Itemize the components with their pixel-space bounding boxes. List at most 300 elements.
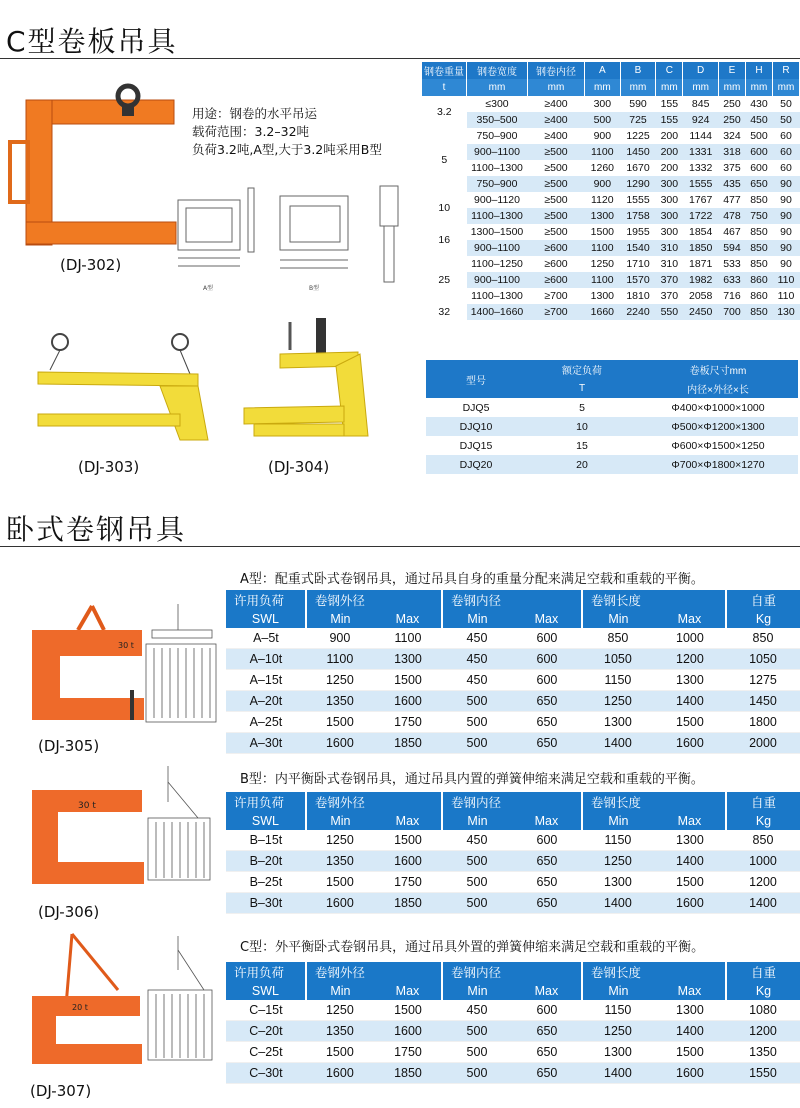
spec-cell: 1767 <box>683 192 719 208</box>
table-row <box>422 96 800 112</box>
spec-unit: mm <box>772 79 799 96</box>
table-cell: 1750 <box>374 1042 442 1063</box>
spec-header: E <box>719 62 746 79</box>
spec-cell: 1100 <box>585 144 621 160</box>
spec-cell: ≥500 <box>528 224 585 240</box>
type-b-table-wrap <box>226 792 800 914</box>
spec-cell: 1450 <box>620 144 656 160</box>
djq-cell: 20 <box>526 455 638 474</box>
djq-table-wrap <box>426 360 798 474</box>
table-cell: 1500 <box>654 872 726 893</box>
table-row <box>226 872 800 893</box>
title-underline <box>0 58 800 59</box>
table-cell: 1300 <box>654 1000 726 1021</box>
spec-cell: 1120 <box>585 192 621 208</box>
spec-cell: 2240 <box>620 304 656 320</box>
spec-cell: 90 <box>772 256 799 272</box>
spec-cell: 300 <box>656 192 683 208</box>
table-cell: 1250 <box>306 830 374 851</box>
spec-weight-cell: 3.2 <box>422 96 467 128</box>
table-cell: 900 <box>306 628 374 649</box>
spec-cell: 1500 <box>585 224 621 240</box>
spec-cell: 310 <box>656 240 683 256</box>
table-subheader: Min <box>442 811 512 830</box>
spec-cell: 750–900 <box>467 128 528 144</box>
spec-cell: 533 <box>719 256 746 272</box>
type-b-note: B型：内平衡卧式卷钢吊具，通过吊具内置的弹簧伸缩来满足空载和重载的平衡。 <box>240 772 704 787</box>
spec-cell: ≥700 <box>528 288 585 304</box>
title-underline <box>0 546 800 547</box>
table-subheader: Max <box>654 981 726 1000</box>
table-header: 卷钢外径 <box>306 792 442 811</box>
djq-header: 卷板尺寸mm <box>638 360 798 379</box>
table-cell: 650 <box>512 733 582 754</box>
spec-cell: ≥500 <box>528 208 585 224</box>
table-cell: 650 <box>512 1021 582 1042</box>
spec-cell: ≥500 <box>528 144 585 160</box>
spec-cell: 1100 <box>585 240 621 256</box>
table-cell: 600 <box>512 628 582 649</box>
table-cell: 1400 <box>726 893 800 914</box>
spec-cell: 375 <box>719 160 746 176</box>
table-cell: 1600 <box>654 733 726 754</box>
table-cell: 1500 <box>306 872 374 893</box>
spec-cell: 300 <box>656 176 683 192</box>
dj305-image <box>18 600 223 728</box>
type-c-table <box>226 962 800 1084</box>
table-row <box>422 304 800 320</box>
djq-cell: Φ700×Φ1800×1270 <box>638 455 798 474</box>
table-cell: 650 <box>512 1063 582 1084</box>
spec-cell: 1758 <box>620 208 656 224</box>
dj303-image <box>30 330 220 450</box>
spec-cell: ≥500 <box>528 192 585 208</box>
spec-cell: 130 <box>772 304 799 320</box>
djq-cell: DJQ10 <box>426 417 526 436</box>
table-row <box>422 240 800 256</box>
table-row <box>422 192 800 208</box>
spec-cell: 478 <box>719 208 746 224</box>
djq-cell: 5 <box>579 401 585 414</box>
type-c-table-wrap <box>226 962 800 1084</box>
table-cell: 450 <box>442 628 512 649</box>
table-row <box>422 208 800 224</box>
table-cell: 1300 <box>582 712 654 733</box>
spec-cell: 50 <box>772 96 799 112</box>
table-cell: B–20t <box>226 851 306 872</box>
table-cell: 1750 <box>374 712 442 733</box>
spec-cell: 310 <box>656 256 683 272</box>
table-cell: 500 <box>442 733 512 754</box>
spec-cell: 550 <box>656 304 683 320</box>
table-cell: 850 <box>582 628 654 649</box>
spec-cell: 200 <box>656 128 683 144</box>
table-cell: 1500 <box>374 830 442 851</box>
c-type-description <box>192 105 382 159</box>
table-cell: C–20t <box>226 1021 306 1042</box>
spec-cell: 300 <box>656 208 683 224</box>
table-cell: 1400 <box>654 691 726 712</box>
dj302-image <box>6 82 186 252</box>
table-row <box>422 272 800 288</box>
djq-subheader: T <box>526 379 638 398</box>
table-cell: 1050 <box>582 649 654 670</box>
type-a-note: A型：配重式卧式卷钢吊具，通过吊具自身的重量分配来满足空载和重载的平衡。 <box>240 572 704 587</box>
spec-cell: 200 <box>656 144 683 160</box>
table-cell: 850 <box>726 830 800 851</box>
table-row <box>426 436 798 455</box>
type-b-table <box>226 792 800 914</box>
djq-cell: DJQ15 <box>459 439 493 452</box>
dj306-image <box>18 762 223 897</box>
spec-weight-cell: 16 <box>422 224 467 256</box>
table-cell: 1200 <box>726 872 800 893</box>
spec-weight-cell: 32 <box>422 304 467 320</box>
table-cell: 450 <box>442 1000 512 1021</box>
caption-dj306: (DJ-306) <box>38 903 100 921</box>
spec-cell: ≥500 <box>528 176 585 192</box>
spec-cell: 500 <box>585 112 621 128</box>
table-subheader: Min <box>582 981 654 1000</box>
table-cell: C–25t <box>226 1042 306 1063</box>
table-cell: 1500 <box>306 712 374 733</box>
spec-cell: 250 <box>719 96 746 112</box>
spec-cell: 155 <box>656 112 683 128</box>
spec-cell: 900 <box>585 176 621 192</box>
spec-cell: ≥600 <box>528 240 585 256</box>
spec-cell: 1100 <box>585 272 621 288</box>
table-header: 自重 <box>726 590 800 609</box>
spec-cell: 110 <box>772 288 799 304</box>
spec-cell: 900–1100 <box>467 272 528 288</box>
svg-text:20 t: 20 t <box>72 1003 88 1012</box>
spec-cell: 1871 <box>683 256 719 272</box>
djq-cell: 10 <box>526 417 638 436</box>
desc-line: 负荷3.2吨,A型,大于3.2吨采用B型 <box>192 142 382 157</box>
table-subheader: SWL <box>226 811 306 830</box>
spec-cell: 750–900 <box>467 176 528 192</box>
spec-unit: mm <box>719 79 746 96</box>
section-title-horizontal: 卧式卷钢吊具 <box>6 513 187 546</box>
table-row <box>226 1042 800 1063</box>
spec-cell: 1555 <box>683 176 719 192</box>
table-cell: 850 <box>726 628 800 649</box>
spec-cell: 324 <box>719 128 746 144</box>
svg-text:30 t: 30 t <box>78 801 96 811</box>
spec-cell: 1225 <box>620 128 656 144</box>
table-cell: 600 <box>512 649 582 670</box>
table-cell: 650 <box>512 712 582 733</box>
spec-header: 钢卷重量 <box>422 62 467 79</box>
spec-cell: 633 <box>719 272 746 288</box>
spec-cell: 850 <box>745 256 772 272</box>
spec-cell: ≥400 <box>528 112 585 128</box>
table-cell: 650 <box>512 893 582 914</box>
table-cell: 1100 <box>306 649 374 670</box>
table-subheader: Max <box>374 811 442 830</box>
table-header: 许用负荷 <box>226 962 306 981</box>
spec-cell: 1331 <box>683 144 719 160</box>
spec-header: H <box>745 62 772 79</box>
drawing-label-b: B型 <box>308 285 320 292</box>
spec-cell: 716 <box>719 288 746 304</box>
table-row <box>226 733 800 754</box>
table-cell: 1800 <box>726 712 800 733</box>
table-subheader: Max <box>654 811 726 830</box>
table-row <box>422 256 800 272</box>
spec-cell: 155 <box>656 96 683 112</box>
spec-cell: ≤300 <box>467 96 528 112</box>
table-cell: 650 <box>512 872 582 893</box>
table-cell: 1850 <box>374 733 442 754</box>
table-header: 卷钢外径 <box>306 590 442 609</box>
table-cell: 1400 <box>582 733 654 754</box>
table-cell: 1350 <box>726 1042 800 1063</box>
spec-cell: 467 <box>719 224 746 240</box>
table-cell: 1200 <box>726 1021 800 1042</box>
table-subheader: Min <box>582 811 654 830</box>
table-subheader: Kg <box>726 811 800 830</box>
table-cell: 1500 <box>374 670 442 691</box>
table-row <box>226 628 800 649</box>
spec-cell: 60 <box>772 160 799 176</box>
spec-header: R <box>772 62 799 79</box>
spec-cell: 860 <box>745 288 772 304</box>
spec-cell: 50 <box>772 112 799 128</box>
spec-unit: mm <box>745 79 772 96</box>
spec-cell: 430 <box>745 96 772 112</box>
spec-cell: 900–1120 <box>467 192 528 208</box>
caption-dj305: (DJ-305) <box>38 737 100 755</box>
table-cell: A–30t <box>226 733 306 754</box>
spec-cell: 850 <box>745 240 772 256</box>
table-subheader: Kg <box>726 981 800 1000</box>
table-cell: 1250 <box>582 691 654 712</box>
type-a-table-wrap <box>226 590 800 754</box>
spec-cell: 250 <box>719 112 746 128</box>
table-subheader: Kg <box>726 609 800 628</box>
spec-header: D <box>683 62 719 79</box>
spec-cell: 1300–1500 <box>467 224 528 240</box>
spec-cell: ≥500 <box>528 160 585 176</box>
table-cell: 1400 <box>654 1021 726 1042</box>
table-cell: 1250 <box>582 1021 654 1042</box>
table-cell: 1300 <box>582 1042 654 1063</box>
table-row <box>226 851 800 872</box>
caption-dj303: (DJ-303) <box>78 458 140 476</box>
table-subheader: SWL <box>226 981 306 1000</box>
table-row <box>426 455 798 474</box>
spec-weight-cell: 5 <box>422 128 467 192</box>
table-cell: 1600 <box>306 893 374 914</box>
spec-cell: ≥400 <box>528 96 585 112</box>
table-cell: A–15t <box>226 670 306 691</box>
table-row <box>226 670 800 691</box>
spec-header: 钢卷内径 <box>528 62 585 79</box>
spec-cell: ≥600 <box>528 256 585 272</box>
table-header: 自重 <box>726 962 800 981</box>
table-subheader: Max <box>654 609 726 628</box>
table-cell: A–10t <box>226 649 306 670</box>
spec-cell: 850 <box>745 304 772 320</box>
table-cell: A–5t <box>226 628 306 649</box>
spec-cell: 1300 <box>585 208 621 224</box>
table-cell: 500 <box>442 691 512 712</box>
spec-cell: 860 <box>745 272 772 288</box>
table-row <box>422 176 800 192</box>
caption-dj304: (DJ-304) <box>268 458 330 476</box>
table-cell: 1300 <box>654 670 726 691</box>
desc-line: 载荷范围：3.2–32吨 <box>192 124 310 139</box>
spec-cell: 924 <box>683 112 719 128</box>
table-row <box>426 417 798 436</box>
table-cell: 1500 <box>654 1042 726 1063</box>
spec-cell: 200 <box>656 160 683 176</box>
table-header: 卷钢外径 <box>306 962 442 981</box>
table-cell: 650 <box>512 691 582 712</box>
spec-cell: 1144 <box>683 128 719 144</box>
spec-cell: 1100–1300 <box>467 208 528 224</box>
spec-unit: mm <box>528 79 585 96</box>
table-row <box>422 160 800 176</box>
table-row <box>226 1063 800 1084</box>
spec-cell: 750 <box>745 208 772 224</box>
djq-cell: Φ500×Φ1200×1300 <box>638 417 798 436</box>
table-subheader: Min <box>306 981 374 1000</box>
table-cell: 1300 <box>654 830 726 851</box>
spec-cell: 60 <box>772 144 799 160</box>
table-cell: B–25t <box>226 872 306 893</box>
table-cell: 650 <box>512 1042 582 1063</box>
table-cell: B–15t <box>226 830 306 851</box>
table-row <box>226 691 800 712</box>
table-row <box>226 893 800 914</box>
table-cell: 450 <box>442 830 512 851</box>
table-cell: A–25t <box>226 712 306 733</box>
spec-unit: mm <box>585 79 621 96</box>
table-row <box>422 128 800 144</box>
djq-cell: Φ400×Φ1000×1000 <box>671 401 765 414</box>
spec-cell: 1660 <box>585 304 621 320</box>
table-cell: 1850 <box>374 893 442 914</box>
spec-cell: 600 <box>745 160 772 176</box>
djq-cell: 15 <box>576 439 588 452</box>
spec-cell: 1400–1660 <box>467 304 528 320</box>
spec-cell: 1100–1300 <box>467 288 528 304</box>
table-cell: 1000 <box>726 851 800 872</box>
spec-cell: 650 <box>745 176 772 192</box>
table-header: 卷钢长度 <box>582 590 726 609</box>
spec-cell: 1982 <box>683 272 719 288</box>
table-cell: 2000 <box>726 733 800 754</box>
table-header: 卷钢内径 <box>442 792 582 811</box>
spec-cell: 1850 <box>683 240 719 256</box>
table-cell: 1500 <box>374 1000 442 1021</box>
table-cell: 1300 <box>374 649 442 670</box>
table-row <box>226 1000 800 1021</box>
spec-cell: 900–1100 <box>467 144 528 160</box>
table-subheader: Max <box>374 609 442 628</box>
table-cell: 500 <box>442 1021 512 1042</box>
type-a-table <box>226 590 800 754</box>
spec-table-body <box>422 96 800 320</box>
spec-cell: 1670 <box>620 160 656 176</box>
table-cell: 1350 <box>306 1021 374 1042</box>
table-cell: 1250 <box>306 670 374 691</box>
desc-line: 用途：钢卷的水平吊运 <box>192 106 318 121</box>
spec-cell: 1540 <box>620 240 656 256</box>
spec-cell: 370 <box>656 288 683 304</box>
table-subheader: SWL <box>226 609 306 628</box>
spec-cell: 350–500 <box>467 112 528 128</box>
table-cell: 1000 <box>654 628 726 649</box>
spec-unit: t <box>422 79 467 96</box>
table-header: 卷钢长度 <box>582 962 726 981</box>
spec-cell: 1100–1300 <box>467 160 528 176</box>
spec-header: B <box>620 62 656 79</box>
table-row <box>426 398 798 417</box>
djq-cell: DJQ20 <box>426 455 526 474</box>
spec-cell: 1555 <box>620 192 656 208</box>
table-cell: 500 <box>442 872 512 893</box>
table-row <box>422 224 800 240</box>
spec-cell: 90 <box>772 208 799 224</box>
table-row <box>226 830 800 851</box>
table-cell: 1600 <box>374 691 442 712</box>
table-cell: 650 <box>512 851 582 872</box>
table-cell: A–20t <box>226 691 306 712</box>
spec-cell: 370 <box>656 272 683 288</box>
spec-cell: 900–1100 <box>467 240 528 256</box>
table-row <box>422 144 800 160</box>
spec-cell: 318 <box>719 144 746 160</box>
spec-cell: 590 <box>620 96 656 112</box>
table-cell: 1300 <box>582 872 654 893</box>
spec-table-wrap <box>422 62 800 320</box>
spec-cell: 594 <box>719 240 746 256</box>
djq-header: 型号 <box>426 360 526 398</box>
table-cell: 1600 <box>374 851 442 872</box>
spec-cell: 450 <box>745 112 772 128</box>
table-cell: 1080 <box>726 1000 800 1021</box>
table-cell: 1500 <box>654 712 726 733</box>
table-cell: 1600 <box>306 733 374 754</box>
table-cell: 500 <box>442 893 512 914</box>
table-cell: 500 <box>442 1042 512 1063</box>
caption-dj302: (DJ-302) <box>60 256 122 274</box>
table-cell: 500 <box>442 851 512 872</box>
table-subheader: Max <box>512 811 582 830</box>
table-subheader: Min <box>582 609 654 628</box>
table-cell: 600 <box>512 830 582 851</box>
spec-cell: 1290 <box>620 176 656 192</box>
table-cell: 1250 <box>582 851 654 872</box>
spec-cell: 1710 <box>620 256 656 272</box>
table-header: 卷钢内径 <box>442 962 582 981</box>
spec-weight-cell: 25 <box>422 256 467 304</box>
table-cell: 1400 <box>582 893 654 914</box>
table-cell: 1600 <box>654 893 726 914</box>
table-cell: 1350 <box>306 851 374 872</box>
spec-cell: 2450 <box>683 304 719 320</box>
table-subheader: Max <box>374 981 442 1000</box>
spec-cell: 300 <box>585 96 621 112</box>
table-cell: 1600 <box>374 1021 442 1042</box>
spec-cell: 1810 <box>620 288 656 304</box>
spec-weight-cell: 10 <box>422 192 467 224</box>
table-cell: B–30t <box>226 893 306 914</box>
spec-cell: 90 <box>772 176 799 192</box>
